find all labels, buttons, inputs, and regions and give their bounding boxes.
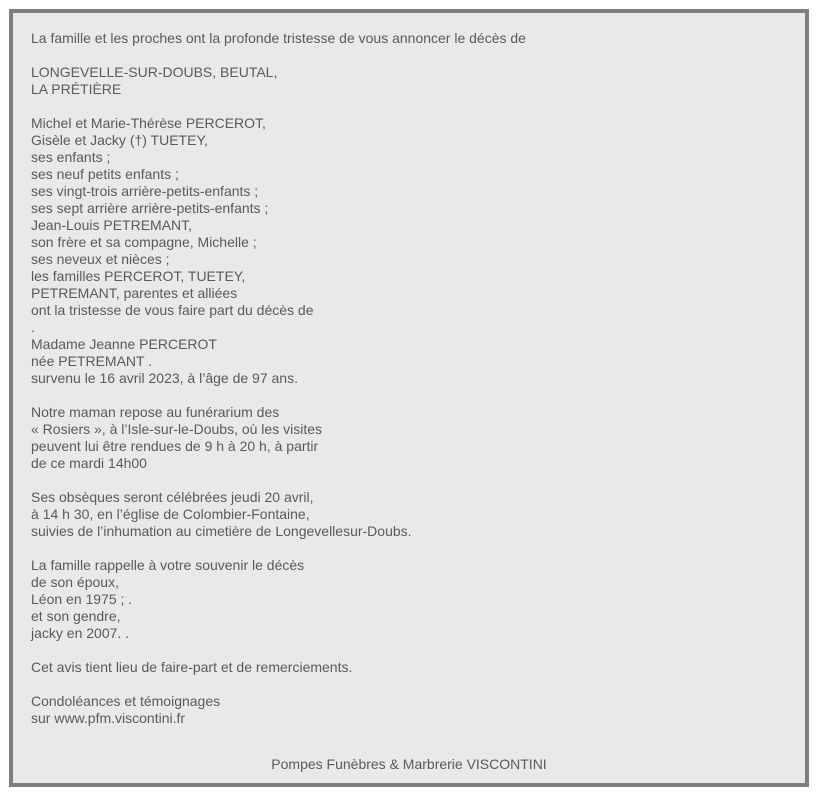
family-line: ses enfants ;: [31, 149, 111, 165]
family-line: ses neveux et nièces ;: [31, 251, 170, 267]
intro-line: La famille et les proches ont la profonde tristesse de vous annoncer le décès de: [31, 30, 526, 46]
family-line: ses vingt-trois arrière-petits-enfants ;: [31, 183, 259, 199]
family-line: Michel et Marie-Thérèse PERCEROT,: [31, 115, 266, 131]
condolences-line: Condoléances et témoignages: [31, 693, 221, 709]
deceased-line: survenu le 16 avril 2023, à l’âge de 97 ans.: [31, 370, 298, 386]
spacer: [31, 676, 771, 693]
funeral-line: Ses obsèques seront célébrées jeudi 20 avril,: [31, 489, 314, 505]
family-line: ses neuf petits enfants ;: [31, 166, 179, 182]
visits-line: de ce mardi 14h00: [31, 455, 147, 471]
family-line: son frère et sa compagne, Michelle ;: [31, 234, 257, 250]
family-line: ont la tristesse de vous faire part du décès de: [31, 302, 314, 318]
remembrance-line: La famille rappelle à votre souvenir le décès: [31, 557, 305, 573]
funeral-line: suivies de l’inhumation au cimetière de Longevellesur-Doubs.: [31, 523, 412, 539]
deceased-line: née PETREMANT .: [31, 353, 153, 369]
spacer: [31, 642, 771, 659]
spacer: [31, 98, 771, 115]
family-line: les familles PERCEROT, TUETEY,: [31, 268, 246, 284]
spacer: [31, 540, 771, 557]
remembrance-line: Léon en 1975 ; .: [31, 591, 133, 607]
spacer: [31, 387, 771, 404]
visits-line: peuvent lui être rendues de 9 h à 20 h, à partir: [31, 438, 319, 454]
family-line: ses sept arrière arrière-petits-enfants ;: [31, 200, 269, 216]
remembrance-line: de son époux,: [31, 574, 119, 590]
place-line: LA PRÉTIÈRE: [31, 81, 122, 97]
notice-frame: [9, 9, 809, 787]
place-line: LONGEVELLE-SUR-DOUBS, BEUTAL,: [31, 64, 278, 80]
visits-line: Notre maman repose au funérarium des: [31, 404, 280, 420]
spacer: [31, 472, 771, 489]
family-line: PETREMANT, parentes et alliées: [31, 285, 238, 301]
visits-line: « Rosiers », à l’Isle-sur-le-Doubs, où les visites: [31, 421, 322, 437]
spacer: [31, 47, 771, 64]
funeral-line: à 14 h 30, en l’église de Colombier-Fontaine,: [31, 506, 310, 522]
family-line: .: [31, 319, 35, 335]
funeral-home-footer: Pompes Funèbres & Marbrerie VISCONTINI: [271, 756, 547, 772]
family-line: Jean-Louis PETREMANT,: [31, 217, 193, 233]
condolences-line: sur www.pfm.viscontini.fr: [31, 710, 186, 726]
family-line: Gisèle et Jacky (†) TUETEY,: [31, 132, 208, 148]
remembrance-line: et son gendre,: [31, 608, 121, 624]
death-notice-text: [31, 30, 771, 727]
deceased-line: Madame Jeanne PERCEROT: [31, 336, 217, 352]
remembrance-line: jacky en 2007. .: [31, 625, 130, 641]
closing-line: Cet avis tient lieu de faire-part et de remerciements.: [31, 659, 353, 675]
